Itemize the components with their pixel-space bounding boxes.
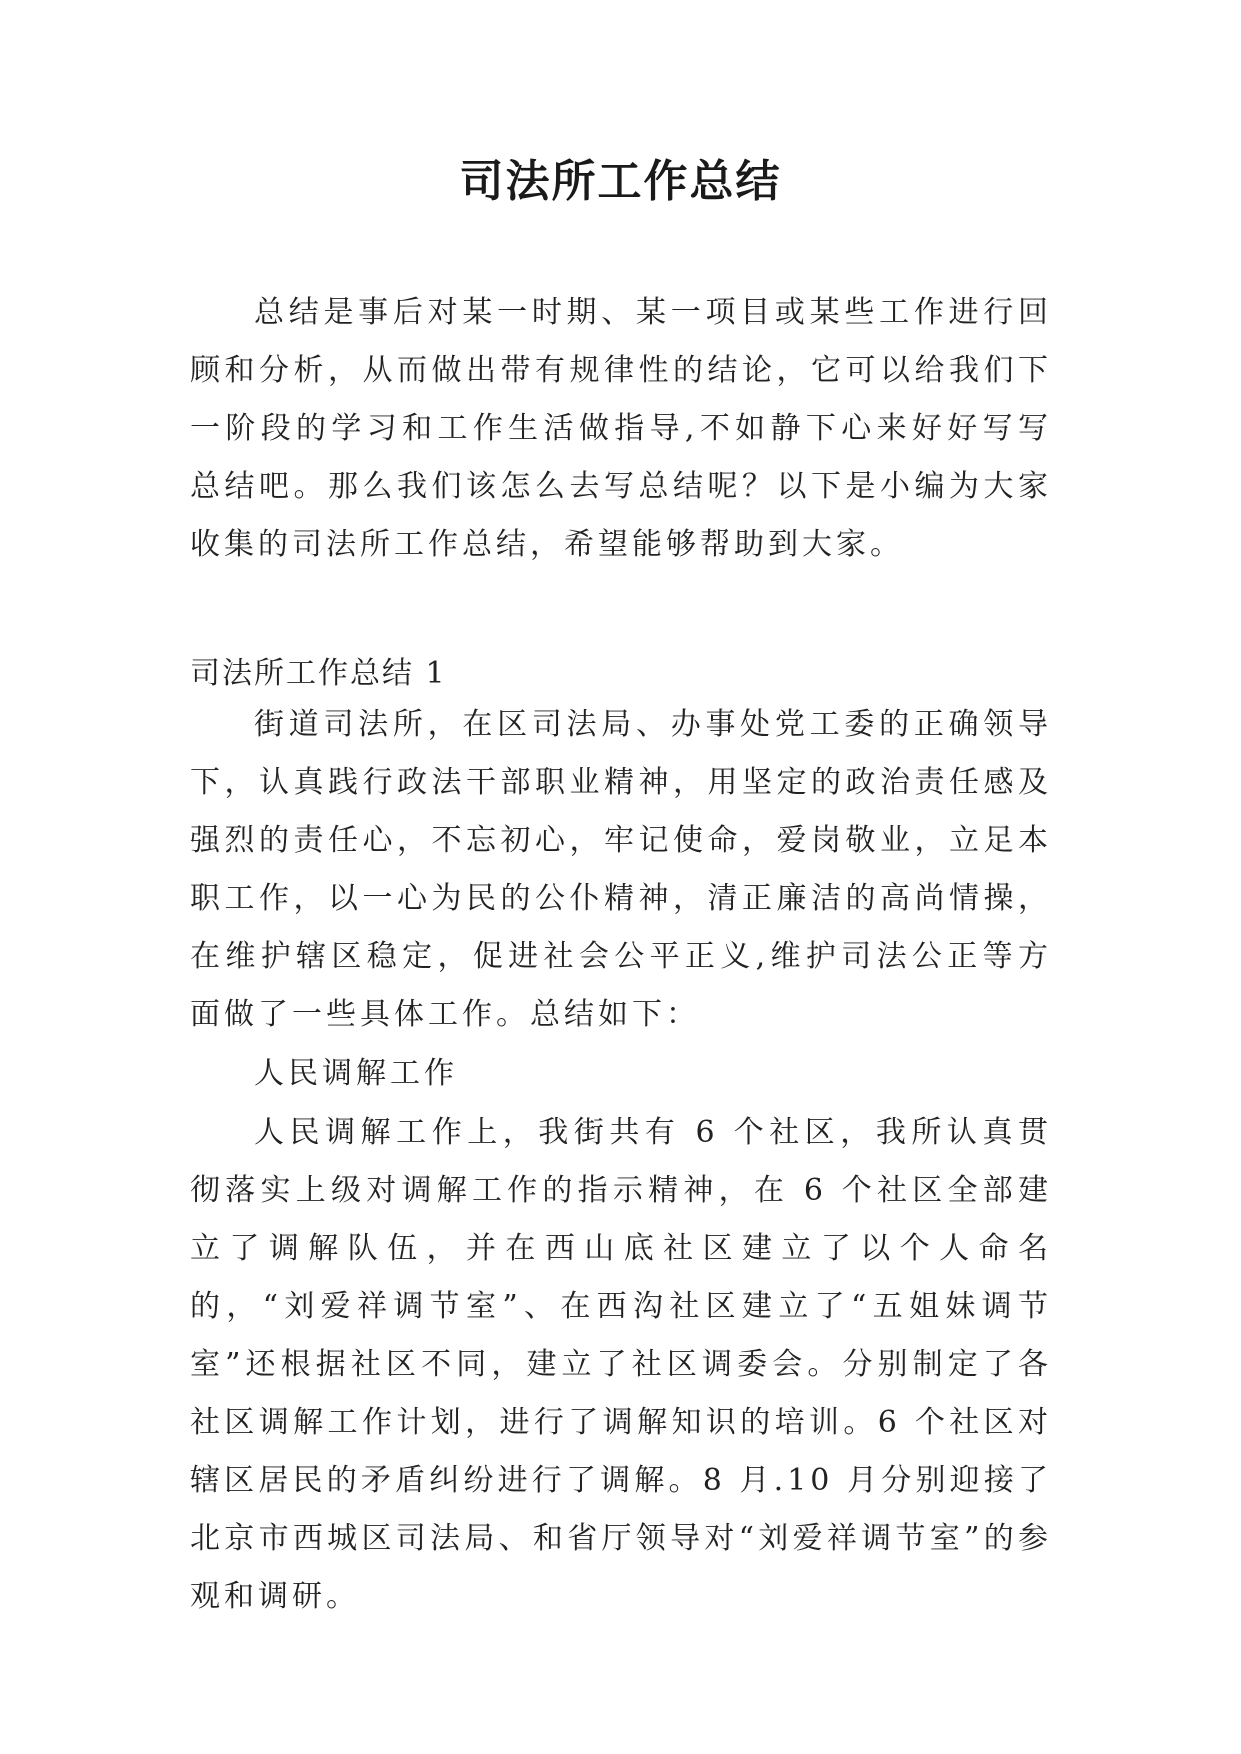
- intro-paragraph: 总结是事后对某一时期、某一项目或某些工作进行回顾和分析，从而做出带有规律性的结论，它可以给我们下一阶段的学习和工作生活做指导,不如静下心来好好写写总结吧。那么我们该怎么去写总结呢？以下是小编为大家收集的司法所工作总结，希望能够帮助到大家。: [190, 295, 1052, 562]
- section-heading: 司法所工作总结 1: [190, 656, 447, 691]
- subsection-heading: 人民调解工作: [254, 1056, 458, 1091]
- document-title: 司法所工作总结: [459, 156, 782, 207]
- subsection-paragraph: 人民调解工作上，我街共有 6 个社区，我所认真贯彻落实上级对调解工作的指示精神，在 6 个社区全部建立了调解队伍，并在西山底社区建立了以个人命名的，“刘爱祥调节室”、在西沟社区建立了“五姐妹调节室”还根据社区不同，建立了社区调委会。分别制定了各社区调解工作计划，进行了调解知识的培训。6 个社区对辖区居民的矛盾纠纷进行了调解。8 月.10 月分别迎接了北京市西城区司法局、和省厅领导对“刘爱祥调节室”的参观和调研。: [190, 1115, 1052, 1614]
- section-paragraph: 街道司法所，在区司法局、办事处党工委的正确领导下，认真践行政法干部职业精神，用坚定的政治责任感及强烈的责任心，不忘初心，牢记使命，爱岗敬业，立足本职工作，以一心为民的公仆精神，清正廉洁的高尚情操，在维护辖区稳定，促进社会公平正义,维护司法公正等方面做了一些具体工作。总结如下：: [190, 707, 1052, 1032]
